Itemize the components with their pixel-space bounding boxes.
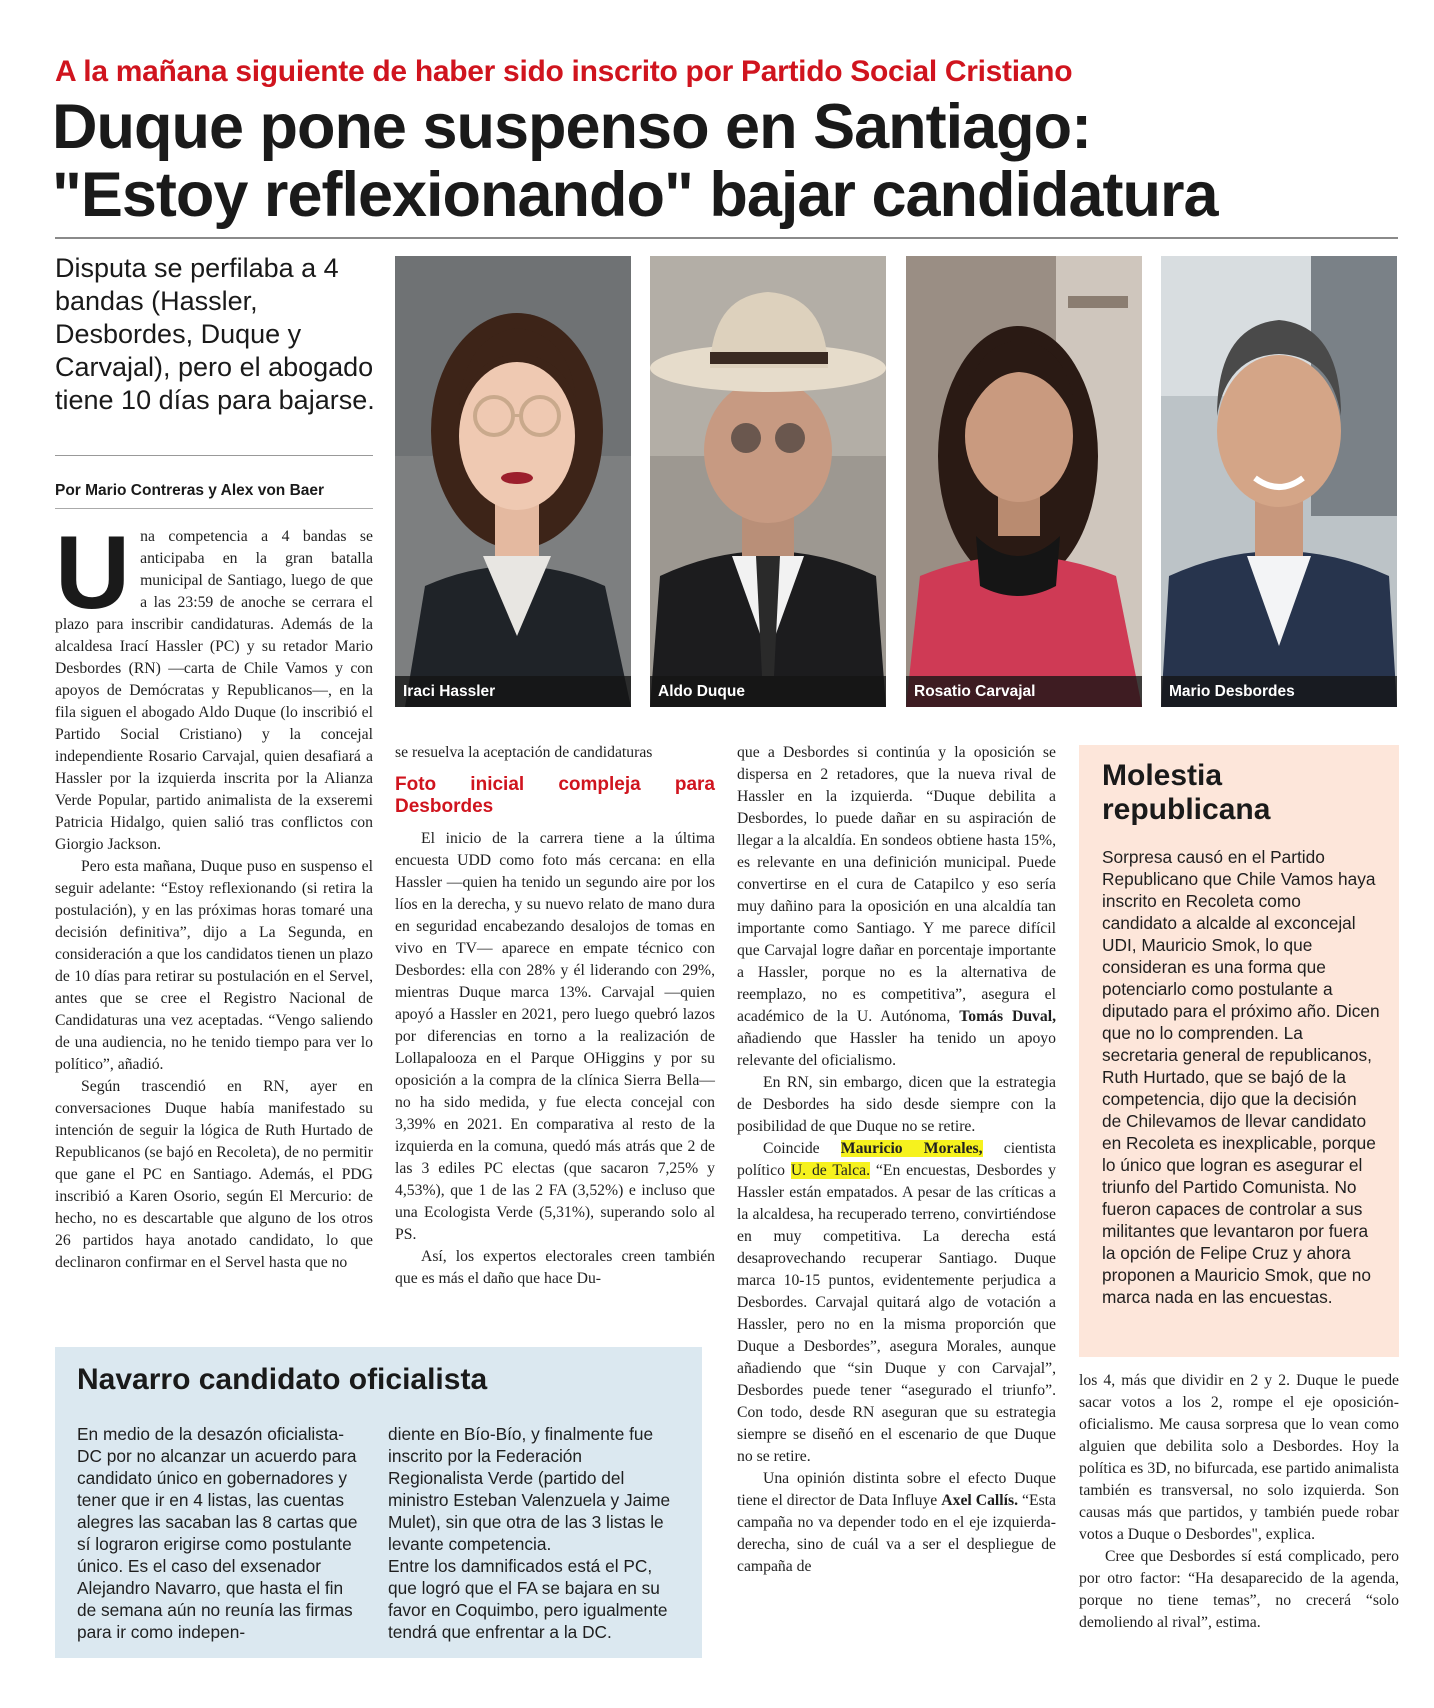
box-paragraph: Entre los damnificados está el PC, que logró que el FA se bajara en su favor en Coquimbo, pero igualmente tendrá que enfrentar a la DC. bbox=[388, 1556, 668, 1642]
portrait-illustration bbox=[1161, 256, 1397, 707]
article-paragraph bbox=[737, 742, 1056, 1072]
article-paragraph: El inicio de la carrera tiene a la última encuesta UDD como foto más cercana: en ella Hassler —quien ha tenido un segundo aire por los líos en la derecha, y su nuevo relato de mano dura en seguridad encabezando desalojos de tomas en vivo en TV— aparece en empate técnico con Desbordes: ella con 28% y él liderando con 29%, mientras Duque marca 13%. Carvajal —quien apoyó a Hassler en 2021, pero luego quebró lazos por diferencias en torno a la realización de Lollapalooza en el Parque OHiggins y por su oposición a la compra de la clínica Sierra Bella— no ha sido medida, y fue electa concejal con 3,39% en 2021. En comparativa al resto de la izquierda en la comuna, quedó más atrás que 2 de las 3 ediles PC electas (que sacaron 7,25% y 4,53%), que 1 de las 2 FA (3,52%) e incluso que una Ecologista Verde (5,31%), superando solo al PS. bbox=[395, 830, 715, 1243]
subheading: Foto inicial compleja para Desbordes bbox=[395, 774, 715, 817]
deck-divider bbox=[55, 455, 373, 456]
article-paragraph bbox=[737, 1468, 1056, 1578]
article-paragraph bbox=[737, 1138, 1056, 1468]
article-paragraph: Según trascendió en RN, ayer en conversaciones Duque había manifestado su intención de seguir la lógica de Ruth Hurtado de Republicanos (se bajó en Recoleta), de no permitir que gane el PC en Santiago. Además, el PDG inscribió a Karen Osorio, según El Mercurio: de hecho, no es descartable que alguno de los otros 26 partidos haya anotado candidato, lo que declinaron confirmar en el Servel hasta que no bbox=[55, 1078, 374, 1271]
article-paragraph: se resuelva la aceptación de candidaturas bbox=[395, 744, 653, 761]
paragraph-text: na competencia a 4 bandas se anticipaba en la gran batalla municipal de Santiago, luego de que a las 23:59 de anoche se cerrara el plazo para inscribir candidaturas. Además de la alcaldesa Irací Hassler (PC) y su retador Mario Desbordes (RN) —carta de Chile Vamos y con apoyos de Demócratas y Republicanos—, en la fila siguen el abogado Aldo Duque (lo inscribió el Partido Social Cristiano) y la concejal independiente Rosario Carvajal, quien desafiará a Hassler por la izquierda inscrita por la Alianza Verde Popular, partido animalista de la exseremi Patricia Hidalgo, quien salió tras conflictos con Giorgio Jackson. bbox=[55, 528, 373, 853]
headline-line-1: Duque pone suspenso en Santiago: bbox=[52, 92, 1092, 162]
portrait-illustration bbox=[395, 256, 631, 707]
headline bbox=[52, 93, 1392, 229]
photo-aldo-duque bbox=[650, 256, 886, 707]
deck: Disputa se perfilaba a 4 bandas (Hassler, Desbordes, Duque y Carvajal), pero el abogado tiene 10 días para bajarse. bbox=[55, 253, 375, 415]
photo-caption: Mario Desbordes bbox=[1161, 676, 1397, 707]
header-divider bbox=[55, 237, 1398, 239]
article-column-1 bbox=[55, 515, 374, 1274]
dropcap: U bbox=[55, 515, 131, 631]
paragraph-text: “Esta campaña no va depender todo en el eje izquierda-derecha, sino de cuál va a ser el despliegue de campaña de bbox=[737, 1492, 1057, 1575]
portrait-illustration bbox=[650, 256, 886, 707]
portrait-illustration bbox=[906, 256, 1142, 707]
photo-mario-desbordes bbox=[1161, 256, 1397, 707]
article-column-4 bbox=[1079, 1370, 1399, 1634]
article-paragraph: Así, los expertos electorales creen también que es más el daño que hace Du- bbox=[395, 1248, 715, 1287]
headline-line-2: "Estoy reflexionando" bajar candidatura bbox=[52, 160, 1218, 230]
byline: Por Mario Contreras y Alex von Baer bbox=[55, 482, 325, 499]
box-text-column-1: En medio de la desazón oficialista-DC por no alcanzar un acuerdo para candidato único en gobernadores y tener que ir en 4 listas, las cuentas alegres las sacaban las 8 cartas que sí lograron erigirse como postulante único. Es el caso del exsenador Alejandro Navarro, que hasta el fin de semana aún no reunía las firmas para ir como indepen- bbox=[77, 1424, 358, 1642]
paragraph-text: cientista político bbox=[737, 1140, 1057, 1179]
box-paragraph: diente en Bío-Bío, y finalmente fue inscrito por la Federación Regionalista Verde (partido del ministro Esteban Valenzuela y Jaime Mulet), sin que otra de las 3 listas le levante competencia. bbox=[388, 1424, 671, 1554]
article-column-2 bbox=[395, 742, 715, 1290]
photo-caption: Aldo Duque bbox=[650, 676, 886, 707]
highlighted-name: Mauricio Morales, bbox=[840, 1140, 983, 1157]
box-title: Navarro candidato oficialista bbox=[77, 1363, 488, 1396]
article-paragraph: los 4, más que dividir en 2 y 2. Duque le puede sacar votos a los 2, rompe el eje oposición-oficialismo. Me causa sorpresa que lo vean como alguien que debilita solo a Desbordes. Hoy la política es 3D, no bifurcada, ese partido animalista también es transversal, no solo izquierda. Son causas más que partidos, y también puede robar votos a Duque o Desbordes", explica. bbox=[1079, 1372, 1399, 1543]
byline-divider bbox=[55, 508, 373, 509]
paragraph-text: añadiendo que Hassler ha tenido un apoyo relevante del oficialismo. bbox=[737, 1030, 1056, 1069]
highlighted-affiliation: U. de Talca. bbox=[790, 1162, 871, 1179]
source-name: Axel Callís. bbox=[941, 1492, 1019, 1509]
article-paragraph: En RN, sin embargo, dicen que la estrategia de Desbordes ha sido desde siempre con la posibilidad de que Duque no se retire. bbox=[737, 1074, 1056, 1135]
article-paragraph bbox=[55, 515, 373, 856]
sidebar-box-molestia bbox=[1079, 745, 1399, 1357]
paragraph-text: Una opinión distinta sobre el efecto Duque tiene el director de Data Influye bbox=[737, 1470, 1056, 1509]
box-text: Sorpresa causó en el Partido Republicano que Chile Vamos haya inscrito en Recoleta como candidato a alcalde al exconcejal UDI, Mauricio Smok, lo que consideran es una forma que potenciarlo como postulante a diputado para el próximo año. Dicen que no lo comprenden. La secretaria general de republicanos, Ruth Hurtado, que se bajó de la competencia, dijo que la decisión de Chilevamos de llevar candidato en Recoleta es inexplicable, porque lo único que logran es asegurar el triunfo del Partido Comunista. No fueron capaces de controlar a sus militantes que levantaron por fuera la opción de Felipe Cruz y ahora proponen a Mauricio Smok, que no marca nada en las encuestas. bbox=[1102, 847, 1380, 1307]
article-paragraph: Pero esta mañana, Duque puso en suspenso el seguir adelante: “Estoy reflexionando (si retira la postulación), y en las próximas horas tomaré una decisión definitiva”, dijo a La Segunda, en consideración a que los candidatos tienen un plazo de 10 días para retirar su postulación en el Servel, antes que se cree el Registro Nacional de Candidaturas una vez aceptadas. “Vengo saliendo de una audiencia, no he tenido tiempo para ver lo político”, añadió. bbox=[55, 858, 373, 1073]
paragraph-text: “En encuestas, Desbordes y Hassler están empatados. A pesar de las críticas a la alcaldesa, ha recuperado terreno, convirtiéndose en muy competitiva. La derecha está desaprovechando recuperar Santiago. Duque marca 10-15 puntos, evidentemente perjudica a Desbordes. Carvajal quitará algo de votación a Hassler, pero no en la misma proporción que Duque a Desbordes”, asegura Morales, aunque añadiendo que “sin Duque y con Carvajal”, Desbordes puede tener “asegurado el triunfo”. Con todo, desde RN aseguran que su estrategia siempre se diseñó en el escenario de que Duque no se retire. bbox=[737, 1162, 1057, 1465]
source-name: Tomás Duval, bbox=[959, 1008, 1057, 1025]
paragraph-text: que a Desbordes si continúa y la oposición se dispersa en 2 retadores, que la nueva rival de Hassler en la izquierda. “Duque debilita a Desbordes, lo puede dañar en su aspiración de llegar a la alcaldía. En sondeos obtiene hasta 15%, es relevante en una definición municipal. Puede convertirse en el cura de Catapilco y eso sería muy dañino para la oposición en una alcaldía tan importante como Santiago. Y me parece difícil que Carvajal logre dañar en porcentaje importante a Hassler, porque no es la alternativa de reemplazo, no es competitiva”, asegura el académico de la U. Autónoma, bbox=[737, 744, 1056, 1025]
photo-caption: Rosatio Carvajal bbox=[906, 676, 1142, 707]
article-paragraph: Cree que Desbordes sí está complicado, pero por otro factor: “Ha desaparecido de la agenda, porque no tiene temas”, no crecerá “solo demoliendo al rival”, estima. bbox=[1079, 1548, 1399, 1631]
photo-caption: Iraci Hassler bbox=[395, 676, 631, 707]
sidebar-box-navarro bbox=[55, 1347, 702, 1658]
box-text-column-2 bbox=[388, 1423, 680, 1643]
article-column-3 bbox=[737, 742, 1056, 1578]
photo-rosatio-carvajal bbox=[906, 256, 1142, 707]
paragraph-text: Coincide bbox=[763, 1140, 820, 1157]
kicker: A la mañana siguiente de haber sido inscrito por Partido Social Cristiano bbox=[55, 55, 1073, 88]
box-title: Molestia republicana bbox=[1102, 759, 1271, 826]
photo-iraci-hassler bbox=[395, 256, 631, 707]
